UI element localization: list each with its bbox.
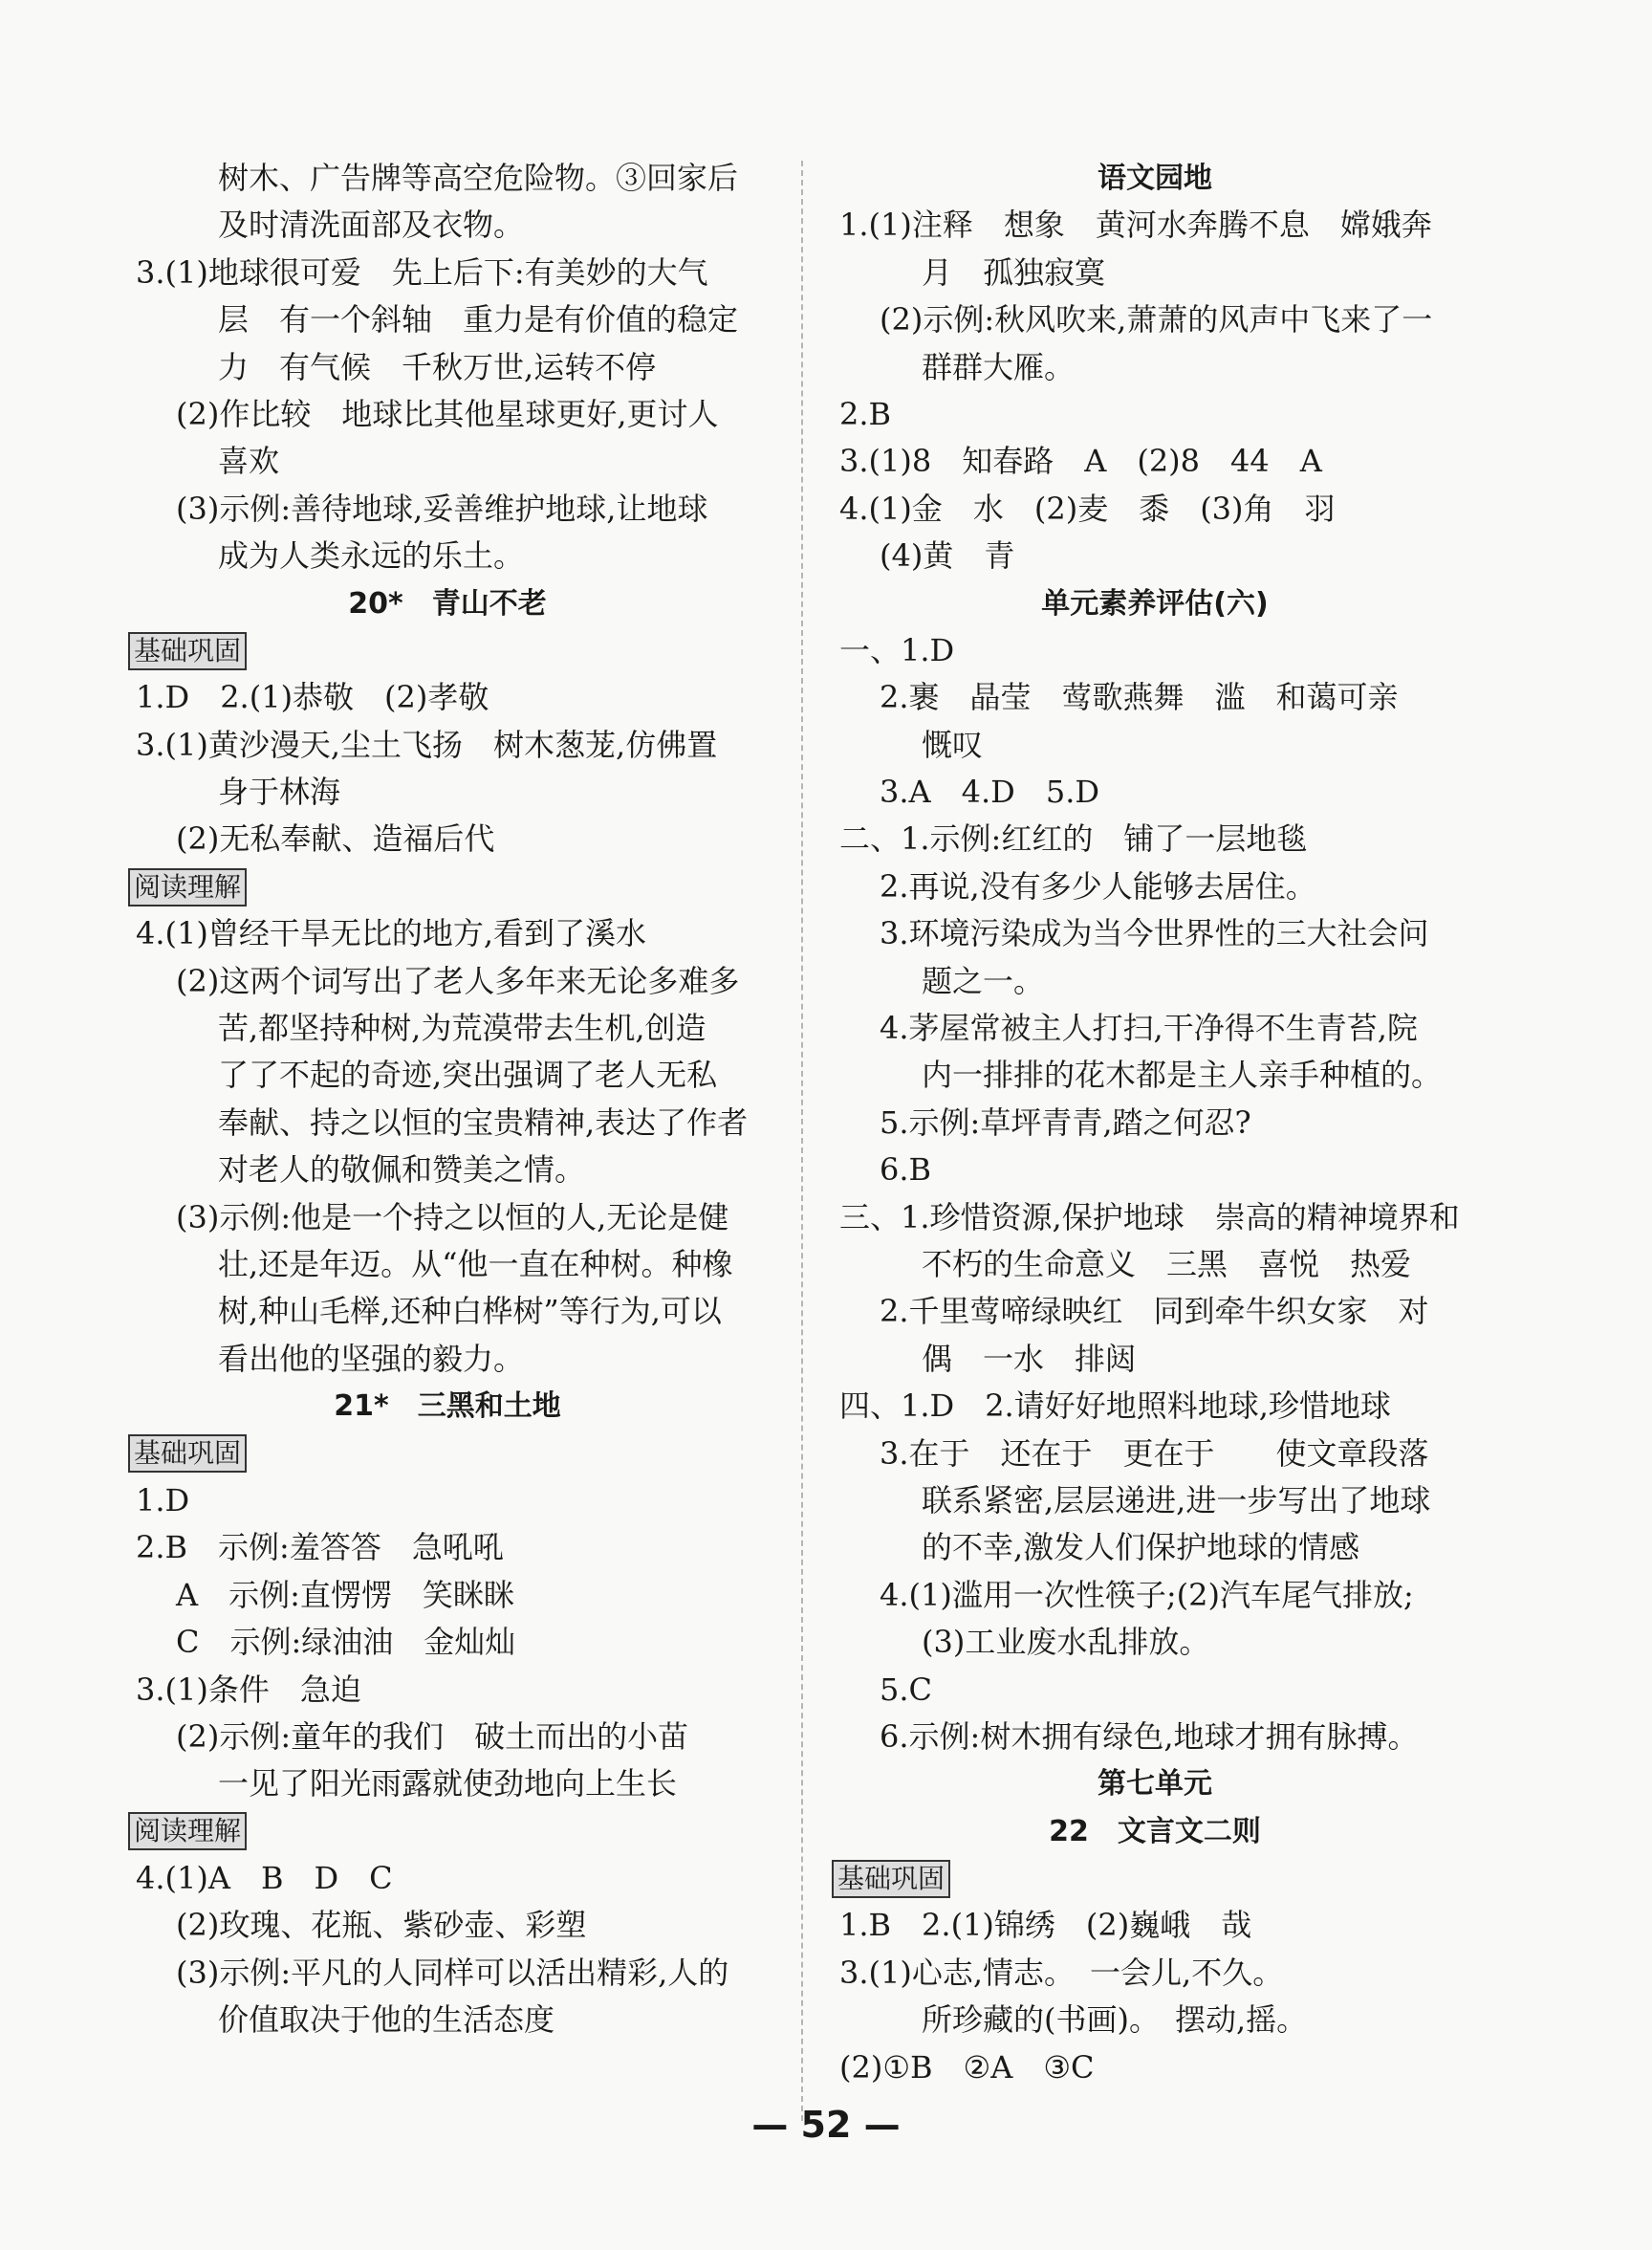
answer-line: 6.示例:树木拥有绿色,地球才拥有脉搏。 bbox=[880, 1717, 1419, 1755]
column-divider bbox=[801, 161, 803, 2121]
answer-line: 一见了阳光雨露就使劲地向上生长 bbox=[218, 1765, 678, 1802]
section-title: 语文园地 bbox=[1098, 162, 1212, 195]
answer-line: (3)示例:他是一个持之以恒的人,无论是健 bbox=[176, 1198, 729, 1235]
answer-line: 2.再说,没有多少人能够去居住。 bbox=[880, 867, 1316, 905]
answer-line: 1.(1)注释 想象 黄河水奔腾不息 嫦娥奔 bbox=[839, 207, 1432, 244]
answer-line: 成为人类永远的乐土。 bbox=[218, 537, 525, 575]
section-label-row bbox=[126, 1808, 769, 1855]
section-label-row bbox=[830, 1855, 1480, 1902]
answer-line: 身于林海 bbox=[218, 774, 341, 811]
section-label-row bbox=[126, 1431, 769, 1477]
answer-line: 5.示例:草坪青青,踏之何忍? bbox=[880, 1103, 1251, 1141]
answer-line: 群群大雁。 bbox=[922, 348, 1076, 385]
answer-line: (2)作比较 地球比其他星球更好,更讨人 bbox=[176, 395, 719, 432]
section-label-row bbox=[126, 863, 769, 910]
section-label: 基础巩固 bbox=[128, 1434, 247, 1473]
answer-line: (2)无私奉献、造福后代 bbox=[176, 820, 495, 858]
answer-line: 所珍藏的(书画)。 摆动,摇。 bbox=[922, 2001, 1308, 2039]
answer-line: 看出他的坚强的毅力。 bbox=[218, 1340, 525, 1377]
section-title: 单元素养评估(六) bbox=[1041, 586, 1269, 621]
answer-line: 了了不起的奇迹,突出强调了老人无私 bbox=[218, 1057, 718, 1094]
answer-line: 壮,还是年迈。从“他一直在种树。种橡 bbox=[218, 1245, 733, 1282]
answer-line: 3.(1)条件 急迫 bbox=[136, 1671, 361, 1708]
section-label: 基础巩固 bbox=[128, 632, 247, 670]
answer-line: 不朽的生命意义 三黑 喜悦 热爱 bbox=[922, 1245, 1412, 1282]
answer-line: 6.B bbox=[880, 1151, 932, 1189]
page-number: — 52 — bbox=[751, 2104, 901, 2146]
section-label: 阅读理解 bbox=[128, 1812, 247, 1850]
answer-line: 一、1.D bbox=[839, 631, 955, 668]
answer-line: 价值取决于他的生活态度 bbox=[218, 2001, 555, 2039]
answer-line: 层 有一个斜轴 重力是有价值的稳定 bbox=[218, 301, 739, 339]
answer-line: 联系紧密,层层递进,进一步写出了地球 bbox=[922, 1481, 1431, 1518]
answer-line: 苦,都坚持种树,为荒漠带去生机,创造 bbox=[218, 1010, 706, 1047]
answer-line: 月 孤独寂寞 bbox=[922, 253, 1106, 291]
answer-line: 2.B 示例:羞答答 急吼吼 bbox=[136, 1529, 504, 1566]
answer-line: 的不幸,激发人们保护地球的情感 bbox=[922, 1529, 1360, 1566]
answer-line: 题之一。 bbox=[922, 962, 1045, 999]
answer-line: 3.(1)地球很可爱 先上后下:有美妙的大气 bbox=[136, 253, 708, 291]
section-label: 基础巩固 bbox=[832, 1860, 950, 1898]
answer-line: 3.(1)黄沙漫天,尘土飞扬 树木葱茏,仿佛置 bbox=[136, 726, 718, 763]
answer-line: (2)示例:童年的我们 破土而出的小苗 bbox=[176, 1717, 689, 1755]
answer-line: (4)黄 青 bbox=[880, 537, 1015, 575]
answer-line: (2)这两个词写出了老人多年来无论多难多 bbox=[176, 962, 740, 999]
answer-line: 3.A 4.D 5.D bbox=[880, 774, 1100, 811]
left-column bbox=[126, 155, 769, 2044]
answer-line: 2.裹 晶莹 莺歌燕舞 滥 和蔼可亲 bbox=[880, 679, 1399, 716]
answer-line: 力 有气候 千秋万世,运转不停 bbox=[218, 348, 657, 385]
answer-line: 3.(1)心志,情志。 一会儿,不久。 bbox=[839, 1954, 1284, 1991]
answer-line: 三、1.珍惜资源,保护地球 崇高的精神境界和 bbox=[839, 1198, 1460, 1235]
answer-line: 树木、广告牌等高空危险物。③回家后 bbox=[218, 160, 739, 196]
answer-line: 慨叹 bbox=[922, 726, 984, 763]
answer-line: 5.C bbox=[880, 1671, 933, 1708]
answer-line: 喜欢 bbox=[218, 443, 280, 480]
answer-line: (3)示例:平凡的人同样可以活出精彩,人的 bbox=[176, 1954, 729, 1991]
answer-line: A 示例:直愣愣 笑眯眯 bbox=[176, 1576, 514, 1613]
right-column bbox=[830, 155, 1480, 2091]
answer-line: 1.D 2.(1)恭敬 (2)孝敬 bbox=[136, 679, 489, 716]
answer-line: 及时清洗面部及衣物。 bbox=[218, 207, 525, 244]
answer-line: 3.(1)8 知春路 A (2)8 44 A bbox=[839, 443, 1322, 480]
answer-line: 四、1.D 2.请好好地照料地球,珍惜地球 bbox=[839, 1387, 1391, 1425]
section-title: 22 文言文二则 bbox=[1049, 1814, 1261, 1848]
answer-line: 2.千里莺啼绿映红 同到牵牛织女家 对 bbox=[880, 1293, 1429, 1330]
section-label: 阅读理解 bbox=[128, 868, 247, 907]
answer-line: (2)示例:秋风吹来,萧萧的风声中飞来了一 bbox=[880, 301, 1433, 339]
section-title: 20* 青山不老 bbox=[348, 586, 547, 621]
answer-line: 1.B 2.(1)锦绣 (2)巍峨 哉 bbox=[839, 1907, 1252, 1944]
answer-line: 2.B bbox=[839, 395, 892, 432]
answer-line: (3)示例:善待地球,妥善维护地球,让地球 bbox=[176, 490, 708, 527]
answer-line: 1.D bbox=[136, 1481, 190, 1518]
answer-line: 内一排排的花木都是主人亲手种植的。 bbox=[922, 1057, 1443, 1094]
section-label-row bbox=[126, 627, 769, 674]
answer-line: 对老人的敬佩和赞美之情。 bbox=[218, 1151, 586, 1189]
answer-line: 4.茅屋常被主人打扫,干净得不生青苔,院 bbox=[880, 1010, 1418, 1047]
answer-line: 4.(1)A B D C bbox=[136, 1860, 393, 1897]
answer-line: 3.在于 还在于 更在于 使文章段落 bbox=[880, 1434, 1429, 1472]
answer-line: 奉献、持之以恒的宝贵精神,表达了作者 bbox=[218, 1103, 749, 1141]
answer-line: (3)工业废水乱排放。 bbox=[922, 1624, 1210, 1661]
answer-line: 4.(1)滥用一次性筷子;(2)汽车尾气排放; bbox=[880, 1576, 1414, 1613]
answer-line: 3.环境污染成为当今世界性的三大社会问 bbox=[880, 915, 1429, 952]
answer-line: 偶 一水 排闼 bbox=[922, 1340, 1137, 1377]
answer-line: 二、1.示例:红红的 铺了一层地毯 bbox=[839, 820, 1308, 858]
section-title: 21* 三黑和土地 bbox=[334, 1389, 561, 1424]
section-title: 第七单元 bbox=[1098, 1767, 1212, 1802]
answer-line: C 示例:绿油油 金灿灿 bbox=[176, 1624, 516, 1661]
answer-line: (2)①B ②A ③C bbox=[839, 2048, 1095, 2086]
answer-line: 树,种山毛榉,还种白桦树”等行为,可以 bbox=[218, 1293, 722, 1330]
answer-line: 4.(1)曾经干旱无比的地方,看到了溪水 bbox=[136, 915, 647, 952]
answer-line: 4.(1)金 水 (2)麦 黍 (3)角 羽 bbox=[839, 490, 1336, 527]
answer-line: (2)玫瑰、花瓶、紫砂壶、彩塑 bbox=[176, 1907, 587, 1944]
